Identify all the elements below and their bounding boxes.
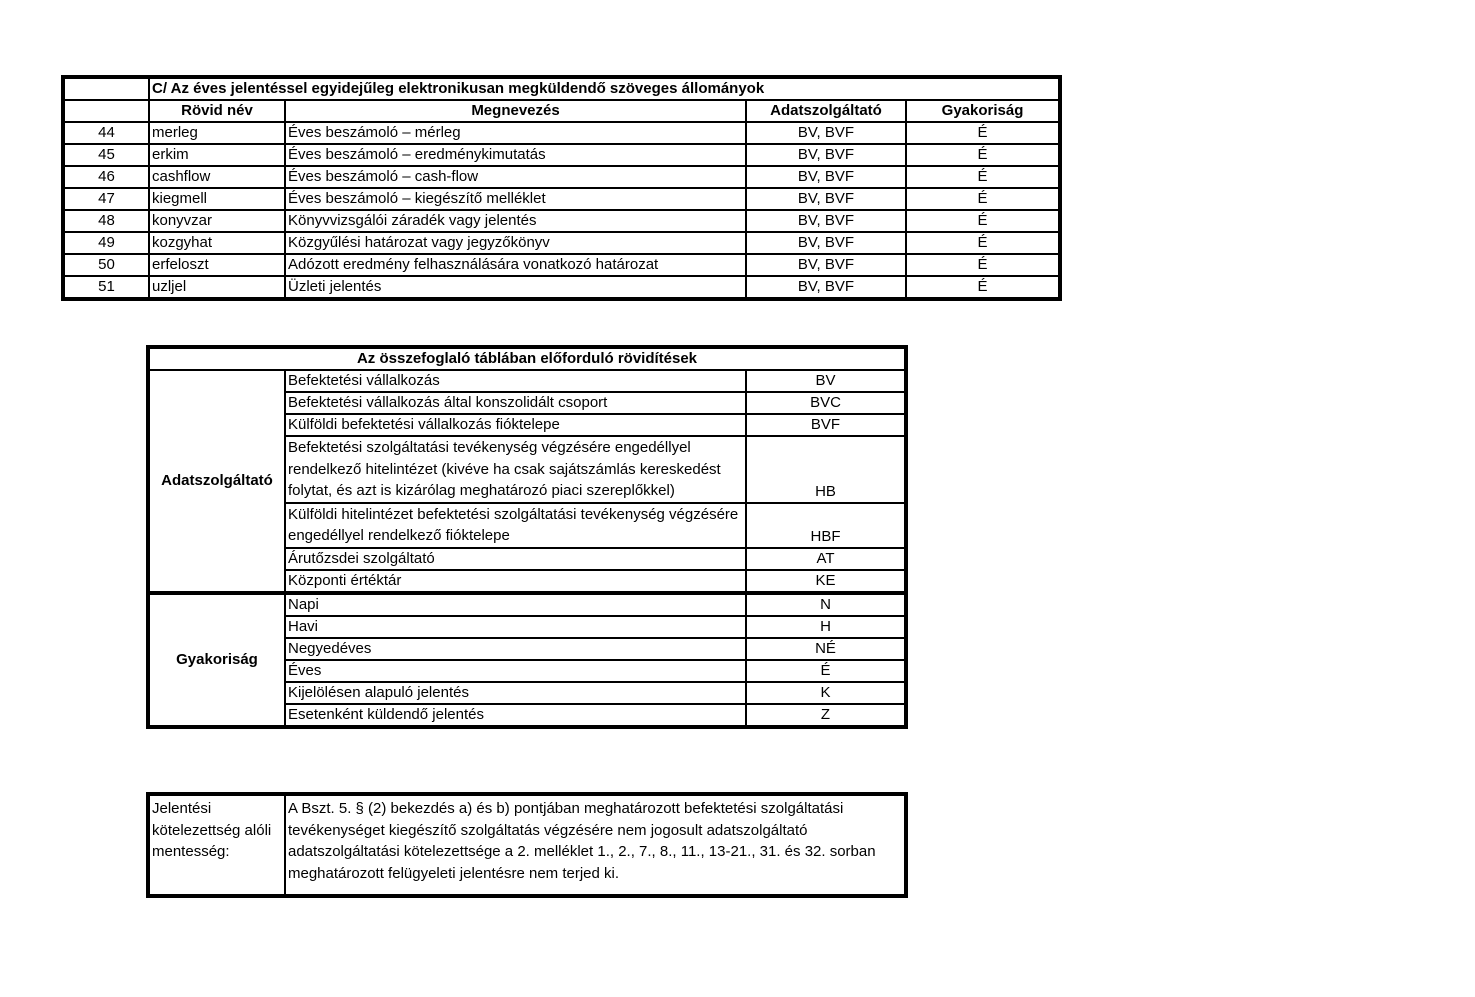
section-c-corner-cell: [63, 77, 149, 100]
abbr-description: Havi: [285, 616, 746, 638]
row-short-name: kiegmell: [149, 188, 285, 210]
abbr-code: K: [746, 682, 906, 704]
row-number: 44: [63, 122, 149, 144]
abbr-code: É: [746, 660, 906, 682]
table-row: [63, 166, 1060, 188]
abbr-code: BVF: [746, 414, 906, 436]
table-row: [63, 122, 1060, 144]
row-name: Könyvvizsgálói záradék vagy jelentés: [285, 210, 746, 232]
table-row: [63, 276, 1060, 299]
header-provider: Adatszolgáltató: [746, 100, 906, 122]
abbr-description: Árutőzsdei szolgáltató: [285, 548, 746, 570]
row-short-name: konyvzar: [149, 210, 285, 232]
row-name: Éves beszámoló – kiegészítő melléklet: [285, 188, 746, 210]
abbreviations-table: [146, 345, 908, 729]
header-short-name: Rövid név: [149, 100, 285, 122]
row-number: 50: [63, 254, 149, 276]
section-c-title: C/ Az éves jelentéssel egyidejűleg elektronikusan megküldendő szöveges állományok: [149, 77, 1060, 100]
row-number: 48: [63, 210, 149, 232]
row-provider: BV, BVF: [746, 210, 906, 232]
row-short-name: erfeloszt: [149, 254, 285, 276]
abbr-code: KE: [746, 570, 906, 593]
row-short-name: cashflow: [149, 166, 285, 188]
abbreviations-title: Az összefoglaló táblában előforduló rövidítések: [148, 347, 906, 370]
abbr-code: BVC: [746, 392, 906, 414]
row-number: 47: [63, 188, 149, 210]
row-provider: BV, BVF: [746, 276, 906, 299]
exemption-text: A Bszt. 5. § (2) bekezdés a) és b) pontjában meghatározott befektetési szolgáltatási tevékenységet kiegészítő szolgáltatás végzésére nem jogosult adatszolgáltató adatszolgáltatási kötelezettsége a 2. melléklet 1., 2., 7., 8., 11., 13-21., 31. és 32. sorban meghatározott felügyeleti jelentésre nem terjed ki.: [285, 794, 906, 896]
abbr-description: Negyedéves: [285, 638, 746, 660]
row-number: 45: [63, 144, 149, 166]
abbr-description: Külföldi befektetési vállalkozás fióktelepe: [285, 414, 746, 436]
row-frequency: É: [906, 122, 1060, 144]
row-name: Éves beszámoló – eredménykimutatás: [285, 144, 746, 166]
row-number: 46: [63, 166, 149, 188]
abbr-code: N: [746, 593, 906, 616]
row-frequency: É: [906, 166, 1060, 188]
row-short-name: erkim: [149, 144, 285, 166]
table-row: [63, 232, 1060, 254]
frequency-group-label: Gyakoriság: [148, 593, 285, 727]
abbr-description: Kijelölésen alapuló jelentés: [285, 682, 746, 704]
section-c-title-row: [63, 77, 1060, 100]
provider-group-label: Adatszolgáltató: [148, 370, 285, 593]
row-name: Üzleti jelentés: [285, 276, 746, 299]
table-row: [63, 188, 1060, 210]
abbr-description: Külföldi hitelintézet befektetési szolgáltatási tevékenység végzésére engedéllyel rendelkező fióktelepe: [285, 503, 746, 548]
row-number: 51: [63, 276, 149, 299]
abbr-code: BV: [746, 370, 906, 392]
abbr-description: Befektetési vállalkozás által konszolidált csoport: [285, 392, 746, 414]
exemption-label: Jelentési kötelezettség alóli mentesség:: [148, 794, 285, 896]
abbr-code: HB: [746, 436, 906, 503]
row-name: Adózott eredmény felhasználására vonatkozó határozat: [285, 254, 746, 276]
row-name: Éves beszámoló – cash-flow: [285, 166, 746, 188]
row-name: Közgyűlési határozat vagy jegyzőkönyv: [285, 232, 746, 254]
table-row: [63, 144, 1060, 166]
row-short-name: uzljel: [149, 276, 285, 299]
row-provider: BV, BVF: [746, 188, 906, 210]
row-frequency: É: [906, 254, 1060, 276]
header-empty-cell: [63, 100, 149, 122]
row-provider: BV, BVF: [746, 122, 906, 144]
abbr-description: Központi értéktár: [285, 570, 746, 593]
abbr-description: Esetenként küldendő jelentés: [285, 704, 746, 727]
list-item: [148, 370, 906, 392]
abbreviations-title-row: [148, 347, 906, 370]
row-frequency: É: [906, 144, 1060, 166]
row-name: Éves beszámoló – mérleg: [285, 122, 746, 144]
abbr-code: NÉ: [746, 638, 906, 660]
abbr-description: Napi: [285, 593, 746, 616]
row-frequency: É: [906, 276, 1060, 299]
abbr-description: Befektetési vállalkozás: [285, 370, 746, 392]
row-frequency: É: [906, 210, 1060, 232]
abbr-code: H: [746, 616, 906, 638]
frequency-group: [148, 593, 906, 727]
abbr-description: Befektetési szolgáltatási tevékenység végzésére engedéllyel rendelkező hitelintézet (kivéve ha csak sajátszámlás kereskedést folytat, és azt is kizárólag meghatározó piaci szereplőkkel): [285, 436, 746, 503]
abbr-code: Z: [746, 704, 906, 727]
row-short-name: merleg: [149, 122, 285, 144]
row-frequency: É: [906, 232, 1060, 254]
abbr-code: AT: [746, 548, 906, 570]
abbr-description: Éves: [285, 660, 746, 682]
table-row: [63, 210, 1060, 232]
header-frequency: Gyakoriság: [906, 100, 1060, 122]
row-frequency: É: [906, 188, 1060, 210]
section-c-table: [61, 75, 1062, 301]
provider-group: [148, 370, 906, 593]
exemption-table: [146, 792, 908, 898]
exemption-row: [148, 794, 906, 896]
row-provider: BV, BVF: [746, 232, 906, 254]
header-name: Megnevezés: [285, 100, 746, 122]
section-c-header-row: [63, 100, 1060, 122]
abbr-code: HBF: [746, 503, 906, 548]
row-provider: BV, BVF: [746, 254, 906, 276]
row-provider: BV, BVF: [746, 166, 906, 188]
table-row: [63, 254, 1060, 276]
row-provider: BV, BVF: [746, 144, 906, 166]
row-number: 49: [63, 232, 149, 254]
row-short-name: kozgyhat: [149, 232, 285, 254]
list-item: [148, 593, 906, 616]
